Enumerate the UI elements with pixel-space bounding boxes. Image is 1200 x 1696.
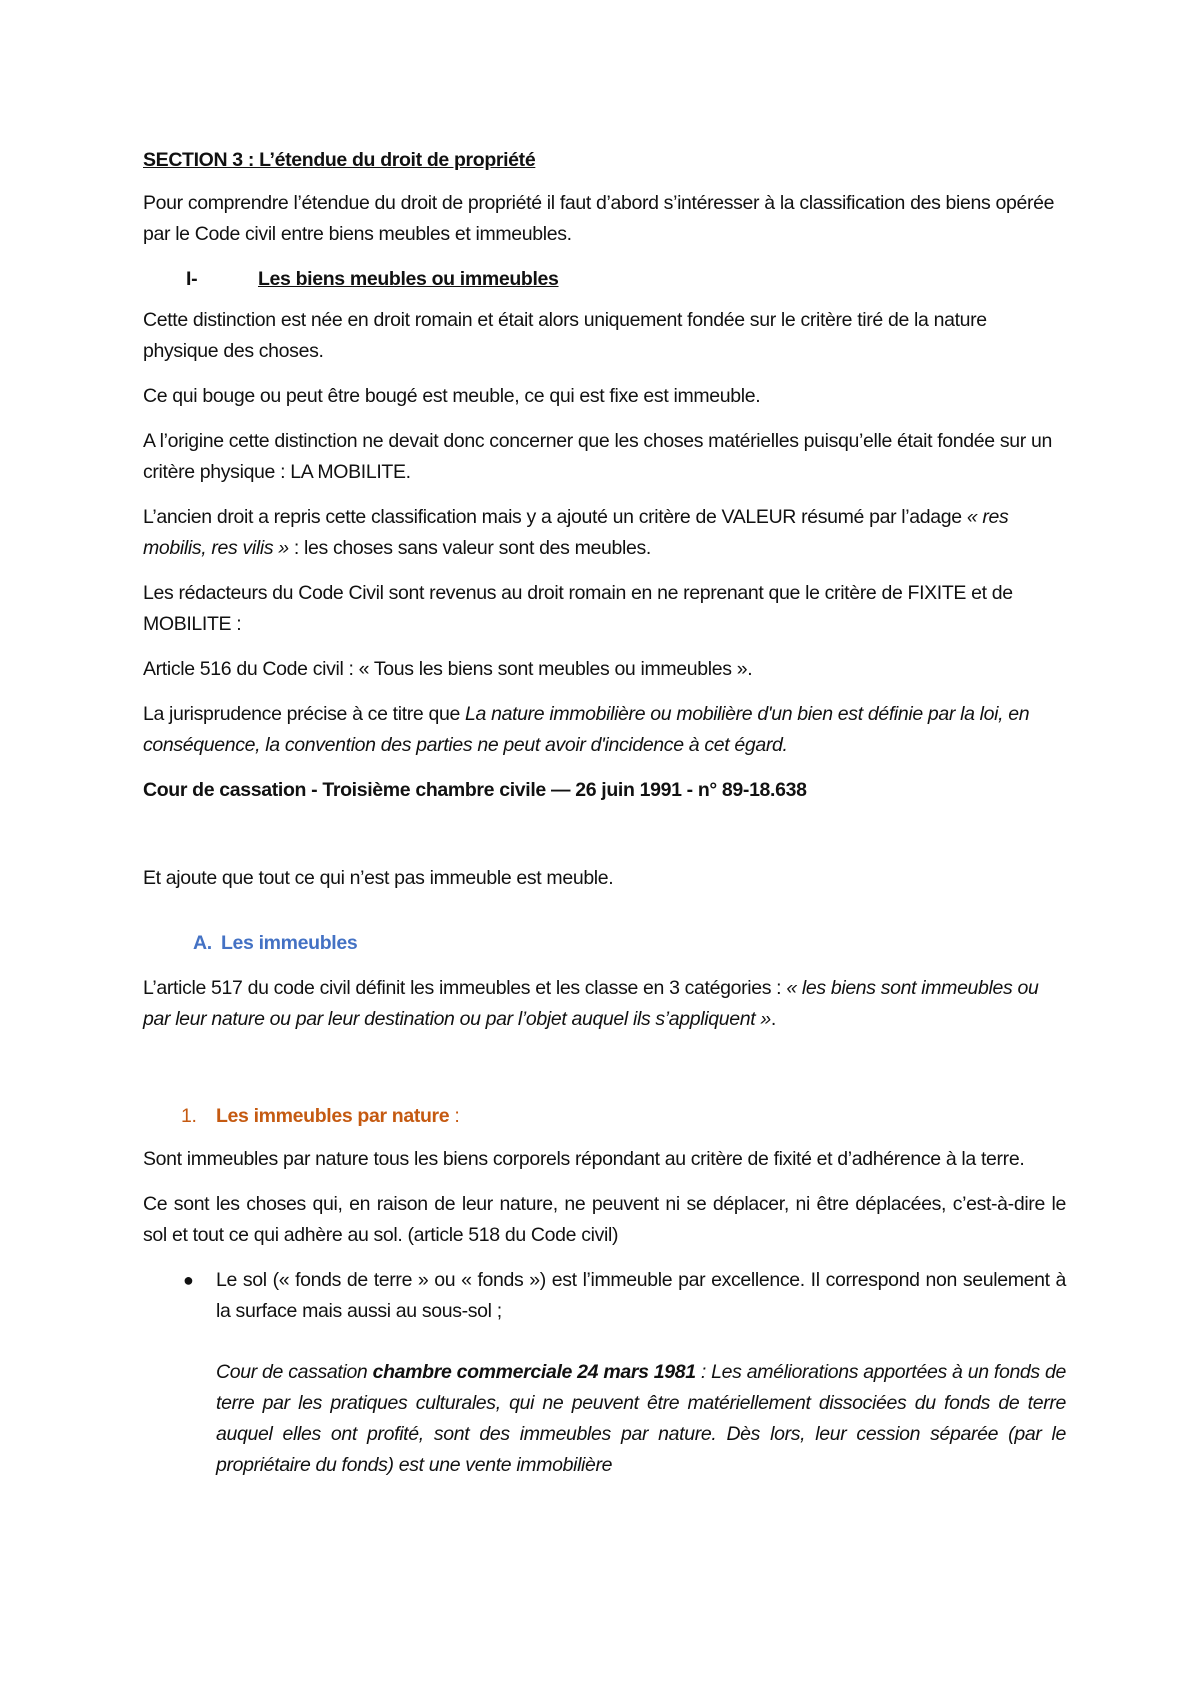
subsection-a-heading — [193, 908, 1066, 959]
jurisprudence-intro: La jurisprudence précise à ce titre que — [143, 703, 466, 725]
bullet-text: Le sol (« fonds de terre » ou « fonds ») est l’immeuble par excellence. Il correspond non seulement à la surface mais aussi au sous-sol ; — [216, 1269, 1066, 1322]
paragraph-nature-definition: Sont immeubles par nature tous les biens corporels répondant au critère de fixité et d’adhérence à la terre. — [143, 1148, 1025, 1170]
paragraph-jurisprudence — [143, 699, 1066, 761]
paragraph-ancien-droit — [143, 502, 1066, 564]
paragraph-redacteurs: Les rédacteurs du Code Civil sont revenus au droit romain en ne reprenant que le critère de FIXITE et de MOBILITE : — [143, 582, 1013, 635]
article-517-end: . — [770, 1008, 776, 1030]
section-title: SECTION 3 : L’étendue du droit de propriété — [143, 149, 536, 171]
bullet-icon: ● — [183, 1270, 194, 1290]
paragraph-meuble-default: Et ajoute que tout ce qui n’est pas immeuble est meuble. — [143, 867, 614, 889]
paragraph-mobility-rule: Ce qui bouge ou peut être bougé est meuble, ce qui est fixe est immeuble. — [143, 385, 761, 407]
subsection-1-heading — [181, 1049, 1066, 1132]
paragraph-material: A l’origine cette distinction ne devait donc concerner que les choses matérielles puisqu’elle était fondée sur un critère physique : LA MOBILITE. — [143, 430, 1052, 483]
paragraph-nature-explanation: Ce sont les choses qui, en raison de leur nature, ne peuvent ni se déplacer, ni être déplacées, c’est-à-dire le sol et tout ce qui adhère au sol. (article 518 du Code civil) — [143, 1193, 1066, 1246]
case-chamber: chambre commerciale 24 mars 1981 — [372, 1361, 696, 1383]
adage-quote: « res mobilis, res vilis » — [143, 506, 1009, 559]
article-517-text: L’article 517 du code civil définit les immeubles et les classe en 3 catégories : — [143, 977, 787, 999]
court-reference: Cour de cassation - Troisième chambre civile — 26 juin 1991 - n° 89-18.638 — [143, 779, 807, 801]
bullet-list — [143, 1265, 1066, 1327]
ancien-droit-end: : les choses sans valeur sont des meubles. — [288, 537, 651, 559]
subsection-1-number: 1. — [181, 1105, 197, 1127]
intro-paragraph: Pour comprendre l’étendue du droit de propriété il faut d’abord s’intéresser à la classification des biens opérée par le Code civil entre biens meubles et immeubles. — [143, 192, 1055, 245]
subsection-1-title: Les immeubles par nature — [216, 1105, 450, 1127]
subsection-a-title: Les immeubles — [221, 932, 358, 954]
paragraph-article-517 — [143, 973, 1066, 1035]
case-text: : Les améliorations apportées à un fonds de terre par les pratiques culturales, qui ne peuvent être matériellement dissociées du fonds de terre auquel elles ont profité, sont des immeubles par nature. Dès lors, leur cession séparée (par le propriétaire du fonds) est une vente immobilière — [216, 1361, 1066, 1476]
article-517-quote: « les biens sont immeubles ou par leur nature ou par leur destination ou par l’objet auquel ils s’appliquent » — [143, 977, 1039, 1030]
part-number: I- — [186, 268, 198, 290]
case-citation — [216, 1357, 1066, 1481]
subsection-1-suffix: : — [449, 1105, 460, 1127]
list-item — [143, 1265, 1066, 1327]
ancien-droit-text: L’ancien droit a repris cette classification mais y a ajouté un critère de VALEUR résumé par l’adage — [143, 506, 967, 528]
paragraph-origin: Cette distinction est née en droit romain et était alors uniquement fondée sur le critère tiré de la nature physique des choses. — [143, 309, 987, 362]
paragraph-article-516: Article 516 du Code civil : « Tous les biens sont meubles ou immeubles ». — [143, 658, 753, 680]
jurisprudence-quote: La nature immobilière ou mobilière d'un bien est définie par la loi, en conséquence, la convention des parties ne peut avoir d'incidence à cet égard. — [143, 703, 1030, 756]
subsection-a-letter: A. — [193, 932, 212, 954]
part-heading — [143, 264, 1066, 295]
part-title: Les biens meubles ou immeubles — [258, 268, 559, 290]
case-prefix: Cour de cassation — [216, 1361, 373, 1383]
